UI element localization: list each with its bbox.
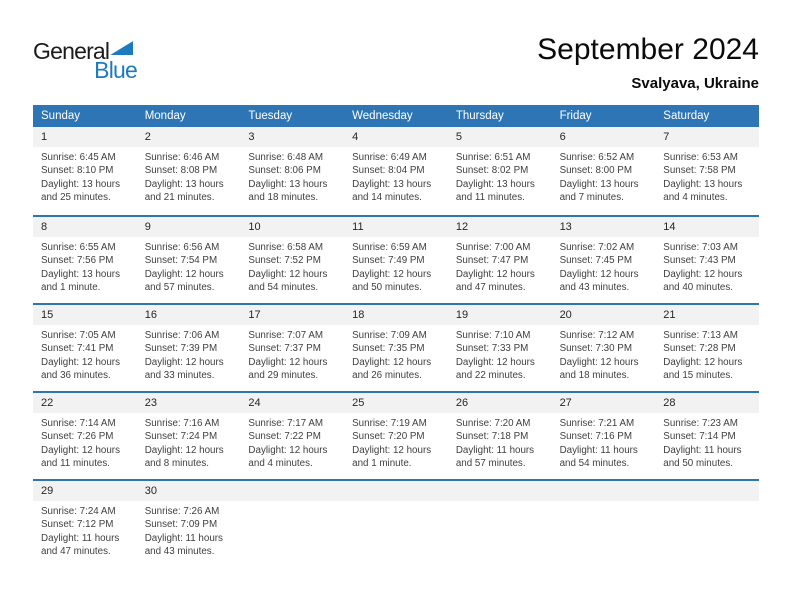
day-sunset: Sunset: 7:09 PM bbox=[144, 519, 218, 531]
day-number: 18 bbox=[344, 305, 448, 325]
day-number: 28 bbox=[655, 393, 759, 413]
day-sunset: Sunset: 7:52 PM bbox=[248, 255, 321, 267]
day-details bbox=[655, 147, 759, 205]
day-daylight-line2: and 47 minutes. bbox=[41, 546, 111, 558]
day-number: 26 bbox=[448, 393, 552, 413]
day-sunrise: Sunrise: 7:26 AM bbox=[144, 506, 220, 517]
day-sunset: Sunset: 7:30 PM bbox=[559, 343, 632, 355]
week-row bbox=[33, 215, 759, 303]
day-daylight-line2: and 43 minutes. bbox=[144, 546, 215, 558]
weekday-label-sunday: Sunday bbox=[41, 110, 81, 122]
day-details bbox=[344, 147, 448, 205]
day-details bbox=[655, 325, 759, 383]
day-details bbox=[33, 413, 137, 471]
day-daylight-line1: Daylight: 13 hours bbox=[248, 178, 328, 190]
day-daylight-line1: Daylight: 12 hours bbox=[352, 268, 432, 280]
day-sunset: Sunset: 8:02 PM bbox=[455, 165, 529, 177]
day-sunrise: Sunrise: 6:53 AM bbox=[663, 152, 738, 163]
day-daylight-line1: Daylight: 12 hours bbox=[559, 356, 639, 368]
day-daylight-line2: and 57 minutes. bbox=[144, 282, 215, 294]
day-sunset: Sunset: 8:10 PM bbox=[41, 165, 114, 177]
day-daylight-line1: Daylight: 13 hours bbox=[41, 268, 120, 280]
day-daylight-line2: and 4 minutes. bbox=[663, 192, 728, 204]
day-details bbox=[448, 325, 552, 383]
day-sunrise: Sunrise: 7:17 AM bbox=[248, 418, 324, 429]
day-sunset: Sunset: 7:49 PM bbox=[352, 255, 425, 267]
day-daylight-line2: and 22 minutes. bbox=[455, 370, 526, 382]
weekday-label-monday: Monday bbox=[144, 110, 186, 122]
day-daylight-line1: Daylight: 12 hours bbox=[663, 268, 743, 280]
day-details bbox=[240, 147, 344, 205]
day-cell bbox=[655, 393, 759, 479]
day-sunset: Sunset: 7:41 PM bbox=[41, 343, 114, 355]
day-daylight-line2: and 8 minutes. bbox=[144, 458, 209, 470]
day-details bbox=[137, 501, 241, 559]
day-sunset: Sunset: 7:22 PM bbox=[248, 431, 321, 443]
day-sunset: Sunset: 7:39 PM bbox=[144, 343, 218, 355]
day-details bbox=[33, 501, 137, 559]
day-sunset: Sunset: 7:56 PM bbox=[41, 255, 114, 267]
day-number: 22 bbox=[33, 393, 137, 413]
day-cell bbox=[137, 393, 241, 479]
day-sunset: Sunset: 8:08 PM bbox=[144, 165, 218, 177]
day-daylight-line2: and 7 minutes. bbox=[559, 192, 624, 204]
calendar-table bbox=[33, 105, 759, 567]
day-daylight-line1: Daylight: 12 hours bbox=[41, 444, 120, 456]
weekday-label-wednesday: Wednesday bbox=[352, 110, 413, 122]
day-number: 11 bbox=[344, 217, 448, 237]
day-sunset: Sunset: 7:35 PM bbox=[352, 343, 425, 355]
day-number: 2 bbox=[137, 127, 241, 147]
day-daylight-line1: Daylight: 12 hours bbox=[41, 356, 120, 368]
day-daylight-line1: Daylight: 11 hours bbox=[144, 532, 223, 544]
day-details bbox=[344, 325, 448, 383]
day-sunrise: Sunrise: 7:06 AM bbox=[144, 330, 220, 341]
weekday-label-tuesday: Tuesday bbox=[248, 110, 293, 122]
day-details bbox=[33, 237, 137, 295]
day-sunrise: Sunrise: 7:00 AM bbox=[455, 242, 531, 253]
day-cell bbox=[552, 393, 656, 479]
day-sunrise: Sunrise: 6:59 AM bbox=[352, 242, 427, 253]
day-number: 6 bbox=[552, 127, 656, 147]
day-sunrise: Sunrise: 7:03 AM bbox=[663, 242, 738, 253]
day-cell bbox=[33, 127, 137, 215]
day-sunrise: Sunrise: 6:56 AM bbox=[144, 242, 220, 253]
day-daylight-line1: Daylight: 13 hours bbox=[41, 178, 120, 190]
day-daylight-line2: and 4 minutes. bbox=[248, 458, 313, 470]
day-sunset: Sunset: 7:47 PM bbox=[455, 255, 529, 267]
day-number bbox=[552, 481, 656, 501]
day-number: 7 bbox=[655, 127, 759, 147]
day-sunset: Sunset: 7:20 PM bbox=[352, 431, 425, 443]
day-daylight-line2: and 15 minutes. bbox=[663, 370, 733, 382]
day-number: 15 bbox=[33, 305, 137, 325]
day-sunrise: Sunrise: 7:07 AM bbox=[248, 330, 324, 341]
day-cell bbox=[240, 127, 344, 215]
day-cell bbox=[240, 305, 344, 391]
day-daylight-line1: Daylight: 13 hours bbox=[352, 178, 432, 190]
day-sunrise: Sunrise: 7:12 AM bbox=[559, 330, 635, 341]
day-number: 29 bbox=[33, 481, 137, 501]
day-sunset: Sunset: 7:58 PM bbox=[663, 165, 736, 177]
day-cell bbox=[552, 217, 656, 303]
day-daylight-line1: Daylight: 12 hours bbox=[455, 268, 535, 280]
day-sunrise: Sunrise: 7:13 AM bbox=[663, 330, 738, 341]
day-details bbox=[552, 147, 656, 205]
day-details bbox=[552, 325, 656, 383]
day-number bbox=[240, 481, 344, 501]
day-number: 16 bbox=[137, 305, 241, 325]
day-daylight-line1: Daylight: 11 hours bbox=[455, 444, 535, 456]
empty-day-cell bbox=[344, 481, 448, 567]
day-daylight-line2: and 43 minutes. bbox=[559, 282, 630, 294]
day-daylight-line1: Daylight: 11 hours bbox=[663, 444, 742, 456]
day-daylight-line2: and 26 minutes. bbox=[352, 370, 422, 382]
day-details bbox=[344, 237, 448, 295]
day-daylight-line2: and 54 minutes. bbox=[248, 282, 319, 294]
day-daylight-line1: Daylight: 12 hours bbox=[352, 356, 432, 368]
day-daylight-line2: and 14 minutes. bbox=[352, 192, 422, 204]
week-row bbox=[33, 391, 759, 479]
day-daylight-line2: and 47 minutes. bbox=[455, 282, 526, 294]
day-sunrise: Sunrise: 7:16 AM bbox=[144, 418, 220, 429]
day-sunset: Sunset: 7:45 PM bbox=[559, 255, 632, 267]
day-sunrise: Sunrise: 7:10 AM bbox=[455, 330, 531, 341]
day-number: 13 bbox=[552, 217, 656, 237]
day-number: 14 bbox=[655, 217, 759, 237]
day-daylight-line1: Daylight: 12 hours bbox=[144, 444, 224, 456]
day-cell bbox=[240, 217, 344, 303]
day-sunrise: Sunrise: 7:05 AM bbox=[41, 330, 116, 341]
logo-triangle-icon bbox=[110, 41, 133, 55]
day-daylight-line2: and 1 minute. bbox=[41, 282, 101, 294]
day-daylight-line1: Daylight: 12 hours bbox=[559, 268, 639, 280]
day-details bbox=[552, 413, 656, 471]
day-daylight-line1: Daylight: 13 hours bbox=[663, 178, 743, 190]
logo-blue-text: Blue bbox=[94, 57, 137, 83]
day-number: 27 bbox=[552, 393, 656, 413]
weekday-label-friday: Friday bbox=[559, 110, 592, 122]
day-details bbox=[448, 413, 552, 471]
day-sunrise: Sunrise: 6:55 AM bbox=[41, 242, 116, 253]
day-sunrise: Sunrise: 7:09 AM bbox=[352, 330, 427, 341]
day-details bbox=[137, 413, 241, 471]
day-cell bbox=[137, 305, 241, 391]
day-daylight-line2: and 18 minutes. bbox=[248, 192, 319, 204]
day-details bbox=[448, 147, 552, 205]
day-number: 12 bbox=[448, 217, 552, 237]
day-sunset: Sunset: 7:12 PM bbox=[41, 519, 114, 531]
day-cell bbox=[33, 217, 137, 303]
day-daylight-line1: Daylight: 12 hours bbox=[144, 268, 224, 280]
day-daylight-line1: Daylight: 11 hours bbox=[559, 444, 638, 456]
day-details bbox=[344, 413, 448, 471]
day-cell bbox=[33, 305, 137, 391]
day-details bbox=[137, 325, 241, 383]
day-daylight-line2: and 40 minutes. bbox=[663, 282, 733, 294]
empty-day-cell bbox=[448, 481, 552, 567]
day-sunrise: Sunrise: 6:45 AM bbox=[41, 152, 116, 163]
day-cell bbox=[33, 481, 137, 567]
day-number: 4 bbox=[344, 127, 448, 147]
day-daylight-line1: Daylight: 13 hours bbox=[455, 178, 535, 190]
day-cell bbox=[344, 305, 448, 391]
weekday-label-saturday: Saturday bbox=[663, 110, 710, 122]
day-details bbox=[240, 325, 344, 383]
day-cell bbox=[448, 217, 552, 303]
day-daylight-line2: and 25 minutes. bbox=[41, 192, 111, 204]
day-cell bbox=[344, 127, 448, 215]
weekday-label-thursday: Thursday bbox=[455, 110, 504, 122]
day-cell bbox=[655, 127, 759, 215]
day-number: 17 bbox=[240, 305, 344, 325]
empty-day-cell bbox=[655, 481, 759, 567]
day-number: 24 bbox=[240, 393, 344, 413]
day-sunset: Sunset: 7:24 PM bbox=[144, 431, 218, 443]
title-block bbox=[537, 33, 759, 92]
day-number bbox=[448, 481, 552, 501]
day-daylight-line2: and 36 minutes. bbox=[41, 370, 111, 382]
day-sunrise: Sunrise: 6:58 AM bbox=[248, 242, 324, 253]
day-daylight-line2: and 57 minutes. bbox=[455, 458, 526, 470]
day-sunrise: Sunrise: 7:14 AM bbox=[41, 418, 116, 429]
day-number: 8 bbox=[33, 217, 137, 237]
day-number bbox=[344, 481, 448, 501]
day-daylight-line1: Daylight: 12 hours bbox=[248, 444, 328, 456]
day-sunset: Sunset: 7:16 PM bbox=[559, 431, 632, 443]
page-title: September 2024 bbox=[537, 33, 759, 66]
day-details bbox=[552, 237, 656, 295]
day-details bbox=[137, 237, 241, 295]
day-daylight-line1: Daylight: 12 hours bbox=[352, 444, 432, 456]
day-sunrise: Sunrise: 7:24 AM bbox=[41, 506, 116, 517]
day-number: 25 bbox=[344, 393, 448, 413]
day-number: 19 bbox=[448, 305, 552, 325]
day-sunrise: Sunrise: 6:49 AM bbox=[352, 152, 427, 163]
day-sunrise: Sunrise: 6:48 AM bbox=[248, 152, 324, 163]
day-daylight-line2: and 21 minutes. bbox=[144, 192, 215, 204]
day-sunset: Sunset: 7:18 PM bbox=[455, 431, 529, 443]
day-sunset: Sunset: 7:28 PM bbox=[663, 343, 736, 355]
day-number: 23 bbox=[137, 393, 241, 413]
day-sunset: Sunset: 8:00 PM bbox=[559, 165, 632, 177]
day-details bbox=[655, 413, 759, 471]
day-daylight-line2: and 33 minutes. bbox=[144, 370, 215, 382]
day-cell bbox=[448, 127, 552, 215]
logo-general-text: General bbox=[33, 38, 110, 64]
day-daylight-line1: Daylight: 13 hours bbox=[559, 178, 639, 190]
day-daylight-line2: and 18 minutes. bbox=[559, 370, 630, 382]
day-number: 1 bbox=[33, 127, 137, 147]
empty-day-cell bbox=[240, 481, 344, 567]
week-row bbox=[33, 127, 759, 215]
day-daylight-line2: and 11 minutes. bbox=[455, 192, 525, 204]
day-daylight-line2: and 50 minutes. bbox=[352, 282, 422, 294]
day-cell bbox=[552, 127, 656, 215]
day-number: 20 bbox=[552, 305, 656, 325]
day-daylight-line1: Daylight: 12 hours bbox=[663, 356, 743, 368]
day-sunset: Sunset: 7:33 PM bbox=[455, 343, 529, 355]
day-sunset: Sunset: 8:06 PM bbox=[248, 165, 321, 177]
day-sunset: Sunset: 7:54 PM bbox=[144, 255, 218, 267]
day-sunset: Sunset: 7:14 PM bbox=[663, 431, 736, 443]
day-number: 5 bbox=[448, 127, 552, 147]
day-sunset: Sunset: 7:26 PM bbox=[41, 431, 114, 443]
day-number: 21 bbox=[655, 305, 759, 325]
empty-day-cell bbox=[552, 481, 656, 567]
day-number: 30 bbox=[137, 481, 241, 501]
day-sunrise: Sunrise: 7:02 AM bbox=[559, 242, 635, 253]
day-sunrise: Sunrise: 6:52 AM bbox=[559, 152, 635, 163]
day-sunrise: Sunrise: 6:46 AM bbox=[144, 152, 220, 163]
day-number bbox=[655, 481, 759, 501]
day-sunrise: Sunrise: 7:20 AM bbox=[455, 418, 531, 429]
week-row bbox=[33, 479, 759, 567]
day-sunrise: Sunrise: 7:21 AM bbox=[559, 418, 635, 429]
day-details bbox=[33, 325, 137, 383]
day-number: 3 bbox=[240, 127, 344, 147]
day-daylight-line1: Daylight: 12 hours bbox=[248, 268, 328, 280]
day-daylight-line1: Daylight: 13 hours bbox=[144, 178, 224, 190]
day-number: 10 bbox=[240, 217, 344, 237]
day-sunrise: Sunrise: 7:19 AM bbox=[352, 418, 427, 429]
day-details bbox=[448, 237, 552, 295]
day-daylight-line1: Daylight: 12 hours bbox=[144, 356, 224, 368]
day-cell bbox=[344, 393, 448, 479]
day-details bbox=[137, 147, 241, 205]
day-daylight-line2: and 50 minutes. bbox=[663, 458, 733, 470]
weekday-header bbox=[33, 105, 759, 127]
day-daylight-line2: and 29 minutes. bbox=[248, 370, 319, 382]
day-sunset: Sunset: 7:37 PM bbox=[248, 343, 321, 355]
day-details bbox=[240, 413, 344, 471]
day-daylight-line1: Daylight: 12 hours bbox=[248, 356, 328, 368]
day-cell bbox=[137, 481, 241, 567]
day-sunrise: Sunrise: 7:23 AM bbox=[663, 418, 738, 429]
day-sunset: Sunset: 7:43 PM bbox=[663, 255, 736, 267]
day-cell bbox=[137, 127, 241, 215]
day-cell bbox=[344, 217, 448, 303]
day-sunrise: Sunrise: 6:51 AM bbox=[455, 152, 531, 163]
day-cell bbox=[655, 217, 759, 303]
day-cell bbox=[552, 305, 656, 391]
day-number: 9 bbox=[137, 217, 241, 237]
day-details bbox=[240, 237, 344, 295]
day-details bbox=[655, 237, 759, 295]
day-cell bbox=[655, 305, 759, 391]
day-daylight-line1: Daylight: 12 hours bbox=[455, 356, 535, 368]
general-blue-logo bbox=[33, 40, 137, 82]
day-cell bbox=[448, 393, 552, 479]
day-daylight-line2: and 11 minutes. bbox=[41, 458, 110, 470]
page-location: Svalyava, Ukraine bbox=[631, 75, 759, 92]
day-details bbox=[33, 147, 137, 205]
day-daylight-line2: and 1 minute. bbox=[352, 458, 412, 470]
day-cell bbox=[137, 217, 241, 303]
day-daylight-line2: and 54 minutes. bbox=[559, 458, 630, 470]
day-daylight-line1: Daylight: 11 hours bbox=[41, 532, 120, 544]
week-rows bbox=[33, 127, 759, 567]
day-cell bbox=[240, 393, 344, 479]
day-sunset: Sunset: 8:04 PM bbox=[352, 165, 425, 177]
day-cell bbox=[33, 393, 137, 479]
week-row bbox=[33, 303, 759, 391]
day-cell bbox=[448, 305, 552, 391]
